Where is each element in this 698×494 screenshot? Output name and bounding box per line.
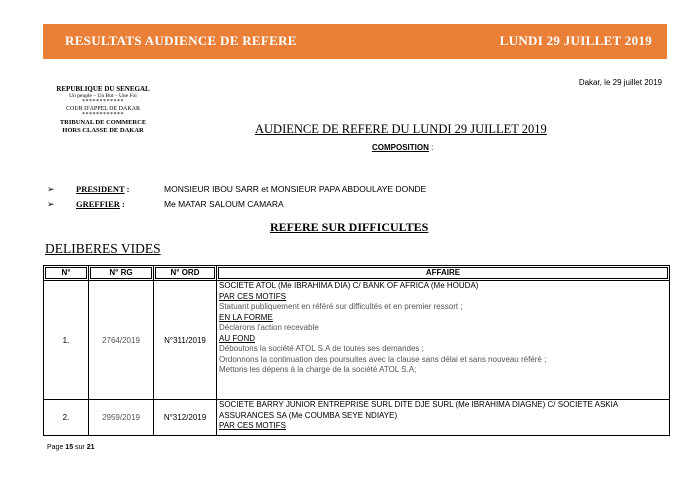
forme-text: Déclarons l'action recevable xyxy=(219,323,319,332)
separator-stars: ************ xyxy=(82,99,124,105)
header-banner xyxy=(43,24,667,59)
fond-line: Ordonnons la continuation des poursuites avec la clause sans délai et sans nouveau référé ; xyxy=(219,354,547,364)
case-parties-cont: ASSURANCES SA (Me COUMBA SEYE NDIAYE) xyxy=(219,410,398,420)
court-name: COUR D'APPEL DE DAKAR xyxy=(65,106,141,112)
ord-number: N°311/2019 xyxy=(154,281,217,400)
fond-line: Déboutons la société ATOL S.A de toutes ses demandes ; xyxy=(219,344,424,353)
composition-heading xyxy=(372,143,433,152)
col-header-affaire: AFFAIRE xyxy=(217,266,670,281)
section-title: REFERE SUR DIFFICULTES xyxy=(270,220,429,234)
motifs-text: Statuant publiquement en référé sur difficultés et en premier ressort ; xyxy=(219,302,463,311)
rg-number: 2764/2019 xyxy=(89,281,154,400)
banner-date: LUNDI 29 JUILLET 2019 xyxy=(499,33,652,48)
table-row xyxy=(44,400,670,436)
row-number: 1. xyxy=(44,281,89,400)
subsection-title: DELIBERES VIDES xyxy=(45,241,161,256)
motifs-heading: PAR CES MOTIFS xyxy=(219,291,286,301)
affaire-cell xyxy=(217,400,670,436)
col-header-num: N° xyxy=(44,266,89,281)
case-parties: SOCIETE BARRY JUNIOR ENTREPRISE SURL DITE DJE SURL (Me IBRAHIMA DIAGNE) C/ SOCIETE ASKIA xyxy=(219,400,619,409)
separator-stars-2: ************ xyxy=(82,112,124,118)
authority-block xyxy=(43,85,163,135)
forme-heading: EN LA FORME xyxy=(219,312,273,322)
country-name: REPUBLIQUE DU SENEGAL xyxy=(56,85,150,93)
fond-line: Mettons les dépens à la charge de la société ATOL S.A; xyxy=(219,365,417,374)
row-number: 2. xyxy=(44,400,89,436)
greffier-role: GREFFIER xyxy=(76,199,120,209)
page-number: 15 xyxy=(65,444,74,451)
banner-title: RESULTATS AUDIENCE DE REFERE xyxy=(65,33,297,48)
composition-colon: : xyxy=(428,143,434,152)
fond-heading: AU FOND xyxy=(219,333,255,343)
motifs-heading: PAR CES MOTIFS xyxy=(219,421,286,430)
rg-number: 2959/2019 xyxy=(89,400,154,436)
president-role: PRESIDENT xyxy=(76,184,125,194)
col-header-rg: N° RG xyxy=(89,266,154,281)
national-motto: Un peuple – Un But – Une Foi xyxy=(69,93,137,99)
hearing-title: AUDIENCE DE REFERE DU LUNDI 29 JUILLET 2019 xyxy=(255,122,547,136)
composition-label: COMPOSITION xyxy=(372,143,429,152)
affaire-cell xyxy=(217,281,670,400)
greffier-name: Me MATAR SALOUM CAMARA xyxy=(164,199,284,209)
tribunal-name-line1: TRIBUNAL DE COMMERCE xyxy=(59,119,147,126)
arrow-bullet-icon-2: ➢ xyxy=(47,199,55,209)
deliberations-table xyxy=(43,265,670,436)
table-header-row xyxy=(44,266,670,281)
place-date: Dakar, le 29 juillet 2019 xyxy=(578,78,662,87)
greffier-row xyxy=(47,199,284,210)
president-colon: : xyxy=(124,184,130,194)
ord-number: N°312/2019 xyxy=(154,400,217,436)
page-sep: sur xyxy=(73,444,87,451)
greffier-colon: : xyxy=(119,199,125,209)
president-row xyxy=(47,184,426,195)
page-prefix: Page xyxy=(47,444,66,451)
page-total: 21 xyxy=(86,444,95,451)
president-names: MONSIEUR IBOU SARR et MONSIEUR PAPA ABDOULAYE DONDE xyxy=(164,184,427,194)
arrow-bullet-icon: ➢ xyxy=(47,184,55,194)
table-row xyxy=(44,281,670,400)
case-parties: SOCIETE ATOL (Me IBRAHIMA DIA) C/ BANK OF AFRICA (Me HOUDA) xyxy=(219,281,479,290)
tribunal-name-line2: HORS CLASSE DE DAKAR xyxy=(62,127,144,134)
col-header-ord: N° ORD xyxy=(154,266,217,281)
page-footer xyxy=(47,444,95,451)
